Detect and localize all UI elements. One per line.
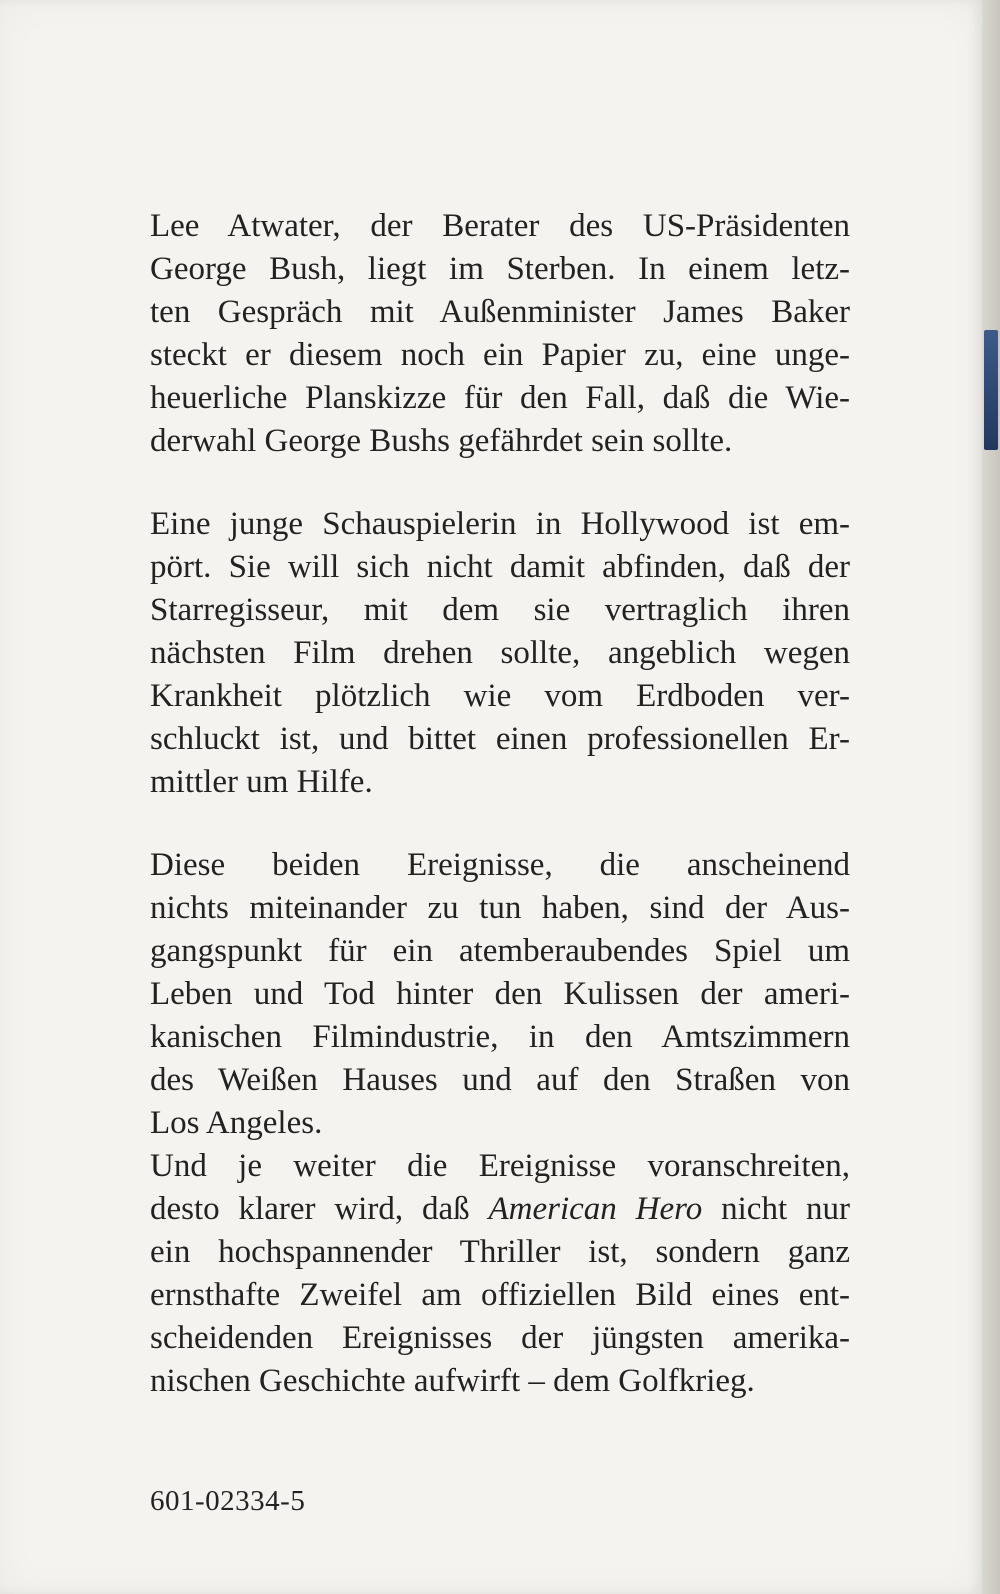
paragraph-2 <box>150 503 850 804</box>
text-line: derwahl George Bushs gefährdet sein sollte. <box>150 423 733 459</box>
text-line: ein hochspannender Thriller ist, sondern ganz <box>150 1234 850 1270</box>
text-line: ten Gespräch mit Außenminister James Baker <box>150 294 850 330</box>
text-line: steckt er diesem noch ein Papier zu, eine unge- <box>150 337 850 373</box>
isbn-number: 601-02334-5 <box>150 1485 306 1517</box>
text-line: Diese beiden Ereignisse, die anscheinend <box>150 847 850 883</box>
text-line: gangspunkt für ein atemberaubendes Spiel um <box>150 933 850 969</box>
text-line: Los Angeles. <box>150 1105 323 1141</box>
paragraph-4 <box>150 1145 850 1403</box>
text-line: Lee Atwater, der Berater des US-Präsidenten <box>150 208 850 244</box>
text-line: heuerliche Planskizze für den Fall, daß die Wie- <box>150 380 850 416</box>
text-line: Krankheit plötzlich wie vom Erdboden ver- <box>150 678 850 714</box>
text-line-with-title <box>150 1188 850 1231</box>
text-line: scheidenden Ereignisses der jüngsten amerika- <box>150 1320 850 1356</box>
text-line: Und je weiter die Ereignisse voranschreiten, <box>150 1148 850 1184</box>
text-line: Starregisseur, mit dem sie vertraglich ihren <box>150 592 850 628</box>
text-line: kanischen Filmindustrie, in den Amtszimmern <box>150 1019 850 1055</box>
paragraph-1 <box>150 205 850 463</box>
book-title-italic: American Hero <box>488 1191 703 1227</box>
blurb-text <box>150 205 850 1403</box>
text-line: mittler um Hilfe. <box>150 764 373 800</box>
text-line: George Bush, liegt im Sterben. In einem letz- <box>150 251 850 287</box>
text-line: des Weißen Hauses und auf den Straßen von <box>150 1062 850 1098</box>
text-line: schluckt ist, und bittet einen professionellen Er- <box>150 721 850 757</box>
text-line: Leben und Tod hinter den Kulissen der ameri- <box>150 976 850 1012</box>
text-line: pört. Sie will sich nicht damit abfinden, daß der <box>150 549 850 585</box>
spine-color-mark <box>984 330 998 450</box>
text-line: nichts miteinander zu tun haben, sind der Aus- <box>150 890 850 926</box>
text-fragment: nicht nur <box>721 1191 850 1227</box>
text-line: nächsten Film drehen sollte, angeblich wegen <box>150 635 850 671</box>
text-line: Eine junge Schauspielerin in Hollywood ist em- <box>150 506 850 542</box>
paragraph-3 <box>150 844 850 1145</box>
text-line: nischen Geschichte aufwirft – dem Golfkrieg. <box>150 1363 755 1399</box>
spine-edge <box>982 0 1000 1594</box>
text-line: ernsthafte Zweifel am offiziellen Bild eines ent- <box>150 1277 850 1313</box>
text-fragment: desto klarer wird, daß <box>150 1191 470 1227</box>
